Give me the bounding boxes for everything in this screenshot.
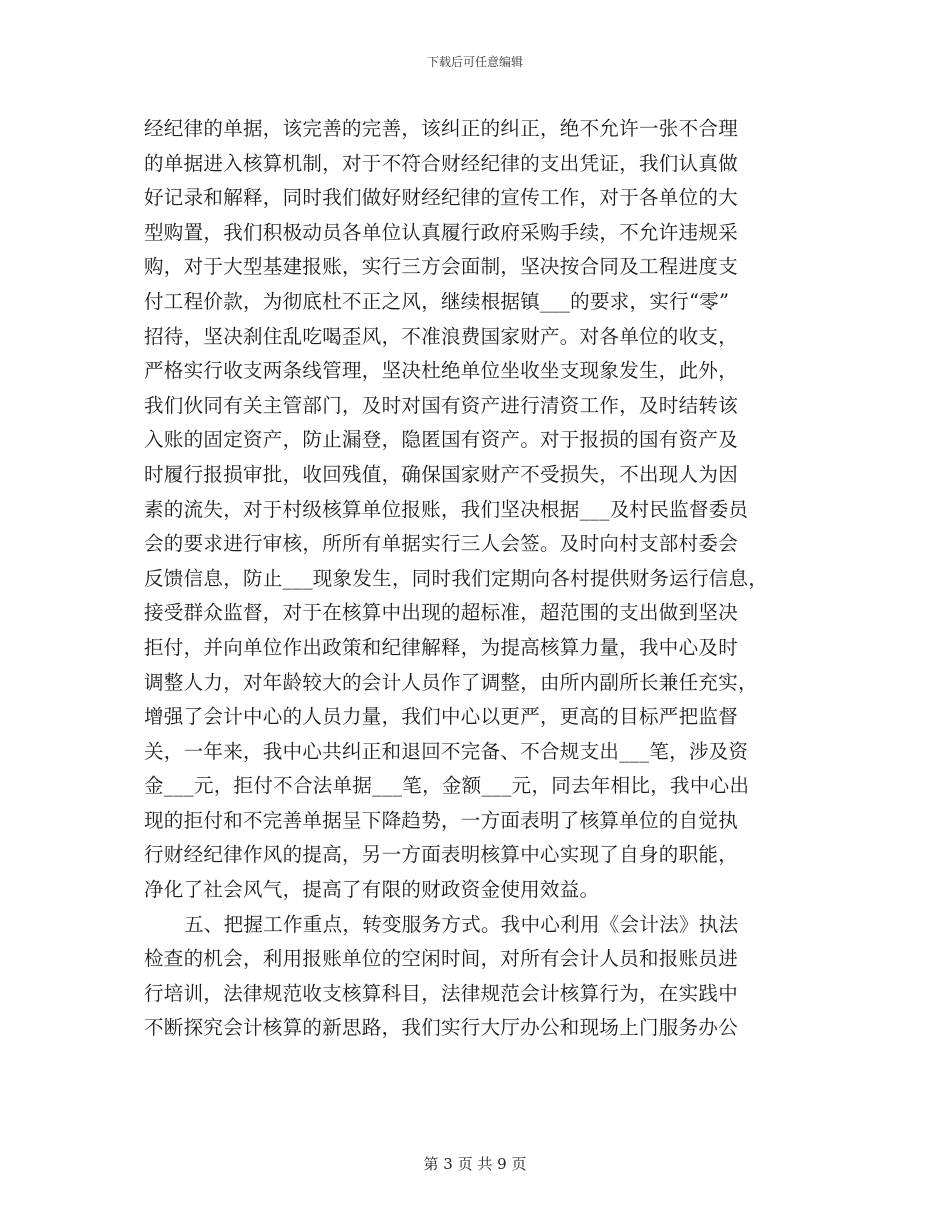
text-line: 关，一年来，我中心共纠正和退回不完备、不合规支出___笔，涉及资 <box>144 739 749 763</box>
page-number: 第 3 页 共 9 页 <box>423 1155 527 1173</box>
text-line: 净化了社会风气，提高了有限的财政资金使用效益。 <box>144 878 600 902</box>
text-line: 的单据进入核算机制，对于不符合财经纪律的支出凭证，我们认真做 <box>144 151 739 175</box>
text-line: 入账的固定资产，防止漏登，隐匿国有资产。对于报损的国有资产及 <box>144 428 739 452</box>
text-line: 行培训，法律规范收支核算科目，法律规范会计核算行为，在实践中 <box>144 981 739 1005</box>
text-line: 拒付，并向单位作出政策和纪律解释，为提高核算力量，我中心及时 <box>144 635 739 659</box>
text-line: 严格实行收支两条线管理，坚决杜绝单位坐收坐支现象发生，此外， <box>144 359 739 383</box>
text-line: 付工程价款，为彻底杜不正之风，继续根据镇___的要求，实行“零” <box>144 289 730 313</box>
text-line: 现的拒付和不完善单据呈下降趋势，一方面表明了核算单位的自觉执 <box>144 808 739 832</box>
text-line: 型购置，我们积极动员各单位认真履行政府采购手续，不允许违规采 <box>144 220 739 244</box>
text-line: 反馈信息，防止___现象发生，同时我们定期向各村提供财务运行信息， <box>144 566 769 590</box>
text-line: 经纪律的单据，该完善的完善，该纠正的纠正，绝不允许一张不合理 <box>144 117 739 140</box>
text-line: 我们伙同有关主管部门，及时对国有资产进行清资工作，及时结转该 <box>144 393 739 417</box>
document-body <box>144 112 816 1046</box>
text-line: 金___元，拒付不合法单据___笔，金额___元，同去年相比，我中心出 <box>144 774 750 798</box>
text-line: 时履行报损审批，收回残值，确保国家财产不受损失，不出现人为因 <box>144 462 739 486</box>
page-header-note: 下载后可任意编辑 <box>426 55 523 69</box>
text-line: 调整人力，对年龄较大的会计人员作了调整，由所内副所长兼任充实， <box>144 670 758 694</box>
text-line: 不断探究会计核算的新思路，我们实行大厅办公和现场上门服务办公 <box>144 1016 739 1040</box>
paragraph-start-line: 五、把握工作重点，转变服务方式。我中心利用《会计法》执法 <box>184 912 739 936</box>
text-line: 接受群众监督，对于在核算中出现的超标准，超范围的支出做到坚决 <box>144 601 739 625</box>
text-line: 购，对于大型基建报账，实行三方会面制，坚决按合同及工程进度支 <box>144 255 739 279</box>
text-line: 素的流失，对于村级核算单位报账，我们坚决根据___及村民监督委员 <box>144 497 749 521</box>
text-line: 好记录和解释，同时我们做好财经纪律的宣传工作，对于各单位的大 <box>144 186 739 210</box>
text-line: 行财经纪律作风的提高，另一方面表明核算中心实现了自身的职能， <box>144 843 739 867</box>
text-line: 会的要求进行审核，所所有单据实行三人会签。及时向村支部村委会 <box>144 532 739 556</box>
text-line: 检查的机会，利用报账单位的空闲时间，对所有会计人员和报账员进 <box>144 947 739 971</box>
text-line: 招待，坚决刹住乱吃喝歪风，不准浪费国家财产。对各单位的收支， <box>144 324 739 348</box>
text-line: 增强了会计中心的人员力量，我们中心以更严，更高的目标严把监督 <box>144 705 739 729</box>
